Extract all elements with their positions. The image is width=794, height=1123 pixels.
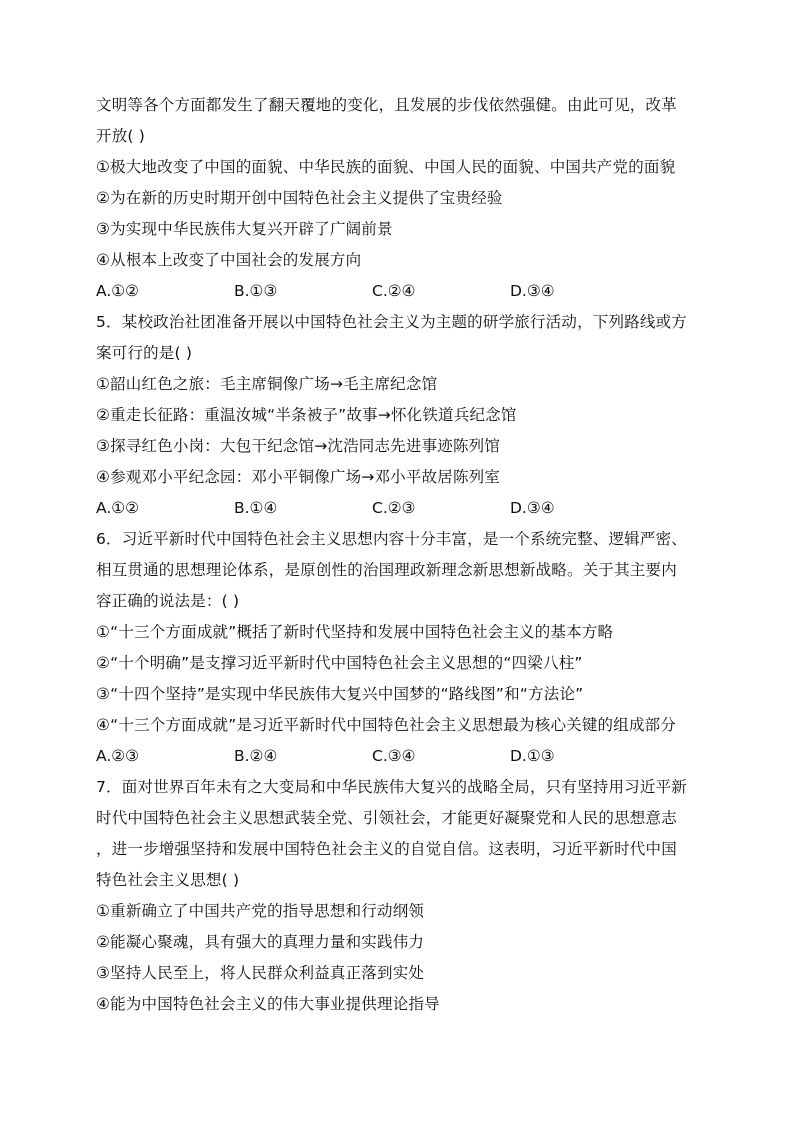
- statement-item: ④能为中国特色社会主义的伟大事业提供理论指导: [96, 995, 440, 1013]
- question-stem-line: 相互贯通的思想理论体系，是原创性的治国理政新理念新思想新战略。关于其主要内: [96, 561, 677, 579]
- statement-item: ④从根本上改变了中国社会的发展方向: [96, 251, 362, 269]
- question-stem-line: ，进一步增强坚持和发展中国特色社会主义的自觉自信。这表明，习近平新时代中国: [96, 840, 677, 858]
- statement-item: ①重新确立了中国共产党的指导思想和行动纲领: [96, 902, 425, 920]
- statement-item: ③坚持人民至上，将人民群众利益真正落到实处: [96, 964, 425, 982]
- statement-item: ③为实现中华民族伟大复兴开辟了广阔前景: [96, 220, 393, 238]
- exam-page: [96, 90, 706, 1020]
- statement-item: ②能凝心聚魂，具有强大的真理力量和实践伟力: [96, 933, 425, 951]
- option-c[interactable]: C.②③: [372, 499, 416, 517]
- option-a[interactable]: A.②③: [96, 747, 140, 765]
- question-stem-line: 6．习近平新时代中国特色社会主义思想内容十分丰富，是一个系统完整、逻辑严密、: [96, 530, 687, 548]
- statement-item: ②为在新的历史时期开创中国特色社会主义提供了宝贵经验: [96, 189, 503, 207]
- answer-options: [96, 741, 706, 772]
- question-stem-line: 文明等各个方面都发生了翻天覆地的变化，且发展的步伐依然强健。由此可见，改革: [96, 96, 677, 114]
- option-c[interactable]: C.②④: [372, 282, 416, 300]
- statement-item: ①“十三个方面成就”概括了新时代坚持和发展中国特色社会主义的基本方略: [96, 623, 614, 641]
- option-b[interactable]: B.②④: [234, 747, 278, 765]
- option-b[interactable]: B.①④: [234, 499, 278, 517]
- question-stem-line: 5．某校政治社团准备开展以中国特色社会主义为主题的研学旅行活动，下列路线或方: [96, 313, 687, 331]
- option-c[interactable]: C.③④: [372, 747, 416, 765]
- statement-item: ①韶山红色之旅：毛主席铜像广场→毛主席纪念馆: [96, 375, 438, 393]
- question-4: [96, 90, 706, 307]
- statement-item: ③探寻红色小岗：大包干纪念馆→沈浩同志先进事迹陈列馆: [96, 437, 501, 455]
- statement-item: ③“十四个坚持”是实现中华民族伟大复兴中国梦的“路线图”和“方法论”: [96, 685, 584, 703]
- option-a[interactable]: A.①②: [96, 282, 140, 300]
- option-a[interactable]: A.①②: [96, 499, 140, 517]
- statement-item: ④参观邓小平纪念园：邓小平铜像广场→邓小平故居陈列室: [96, 468, 501, 486]
- question-stem-line: 特色社会主义思想( ): [96, 871, 240, 889]
- statement-item: ①极大地改变了中国的面貌、中华民族的面貌、中国人民的面貌、中国共产党的面貌: [96, 158, 676, 176]
- statement-item: ②重走长征路：重温汝城“半条被子”故事→怀化铁道兵纪念馆: [96, 406, 517, 424]
- question-stem-line: 时代中国特色社会主义思想武装全党、引领社会，才能更好凝聚党和人民的思想意志: [96, 809, 677, 827]
- question-stem-line: 7．面对世界百年未有之大变局和中华民族伟大复兴的战略全局，只有坚持用习近平新: [96, 778, 687, 796]
- question-6: [96, 524, 706, 772]
- question-stem-line: 案可行的是( ): [96, 344, 193, 362]
- answer-options: [96, 276, 706, 307]
- question-5: [96, 307, 706, 524]
- option-d[interactable]: D.③④: [510, 282, 555, 300]
- option-d[interactable]: D.③④: [510, 499, 555, 517]
- statement-item: ④“十三个方面成就”是习近平新时代中国特色社会主义思想最为核心关键的组成部分: [96, 716, 677, 734]
- option-d[interactable]: D.①③: [510, 747, 555, 765]
- option-b[interactable]: B.①③: [234, 282, 278, 300]
- statement-item: ②“十个明确”是支撑习近平新时代中国特色社会主义思想的“四梁八柱”: [96, 654, 583, 672]
- question-7: [96, 772, 706, 1020]
- question-stem-line: 容正确的说法是：( ): [96, 592, 240, 610]
- answer-options: [96, 493, 706, 524]
- question-stem-line: 开放( ): [96, 127, 146, 145]
